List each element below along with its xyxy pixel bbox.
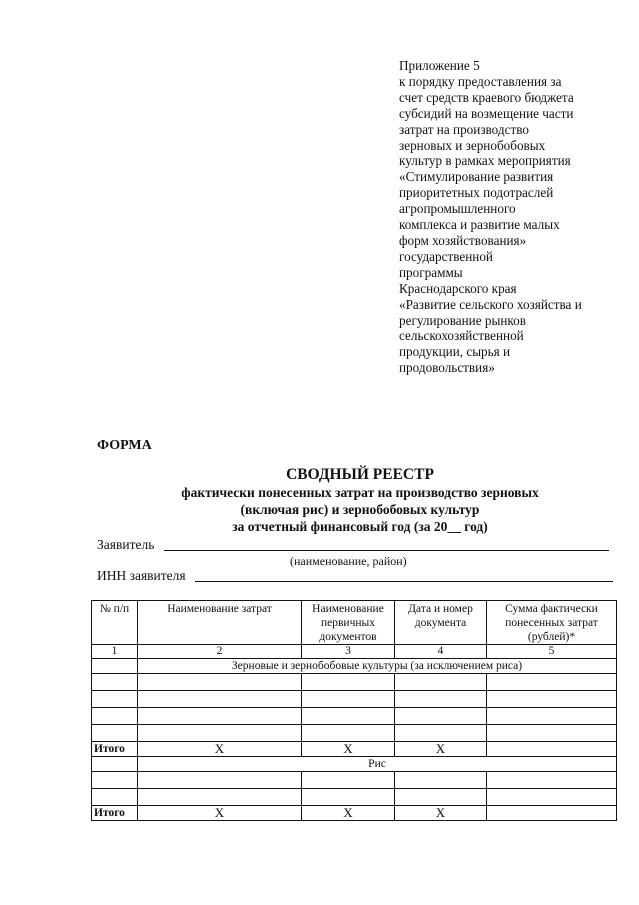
header-sum: Сумма фактически понесенных затрат (рублей)* [487, 601, 617, 645]
appendix-line: затрат на производство [399, 121, 529, 137]
table-cell[interactable] [92, 725, 138, 742]
table-row [92, 772, 617, 789]
appendix-line: «Развитие сельского хозяйства и [399, 296, 582, 312]
appendix-line: программы [399, 264, 463, 280]
table-cell[interactable] [395, 691, 487, 708]
appendix-line: приоритетных подотраслей [399, 185, 554, 201]
title-line-2: (включая рис) и зернобобовых культур [240, 502, 480, 517]
appendix-line: государственной [399, 248, 493, 264]
section-grain-title: Зерновые и зернобобовые культуры (за исключением риса) [138, 659, 617, 674]
table-cell[interactable] [92, 789, 138, 806]
registry-table [91, 600, 617, 821]
applicant-hint: (наименование, район) [290, 554, 407, 568]
empty-cell [92, 659, 138, 674]
col-num-3: 3 [302, 645, 395, 659]
table-cell[interactable] [302, 691, 395, 708]
x-mark: X [395, 742, 487, 757]
table-cell[interactable] [302, 772, 395, 789]
table-cell[interactable] [138, 674, 302, 691]
inn-field [97, 568, 613, 584]
total-sum-cell[interactable] [487, 742, 617, 757]
x-mark: X [302, 806, 395, 821]
table-cell[interactable] [395, 789, 487, 806]
title-line-1: фактически понесенных затрат на производство зерновых [181, 485, 539, 500]
table-cell[interactable] [302, 674, 395, 691]
table-cell[interactable] [487, 772, 617, 789]
total-label: Итого [92, 742, 138, 757]
table-row [92, 725, 617, 742]
title-line-3: за отчетный финансовый год (за 20__ год) [232, 519, 488, 534]
appendix-line: счет средств краевого бюджета [399, 89, 574, 105]
x-mark: X [138, 742, 302, 757]
table-cell[interactable] [92, 674, 138, 691]
table-row [92, 708, 617, 725]
applicant-field [97, 537, 609, 553]
x-mark: X [302, 742, 395, 757]
header-date-number: Дата и номер документа [395, 601, 487, 645]
total-row-rice [92, 806, 617, 821]
table-header-row [92, 601, 617, 645]
header-number: № п/п [92, 601, 138, 645]
col-num-5: 5 [487, 645, 617, 659]
table-row [92, 674, 617, 691]
table-cell[interactable] [138, 708, 302, 725]
appendix-line: агропромышленного [399, 201, 516, 217]
title-main: СВОДНЫЙ РЕЕСТР [286, 466, 434, 483]
table-cell[interactable] [302, 708, 395, 725]
column-numbers-row [92, 645, 617, 659]
table-cell[interactable] [302, 789, 395, 806]
total-sum-cell[interactable] [487, 806, 617, 821]
appendix-line: «Стимулирование развития [399, 169, 554, 185]
col-num-1: 1 [92, 645, 138, 659]
table-cell[interactable] [92, 691, 138, 708]
appendix-line: регулирование рынков [399, 312, 526, 328]
table-cell[interactable] [138, 772, 302, 789]
section-rice-title: Рис [138, 757, 617, 772]
appendix-line: зерновых и зернобобовых [399, 137, 546, 153]
table-cell[interactable] [395, 674, 487, 691]
appendix-line: сельскохозяйственной [399, 328, 524, 344]
form-label: ФОРМА [97, 438, 152, 453]
table-cell[interactable] [92, 708, 138, 725]
appendix-line: комплекса и развитие малых [399, 217, 560, 233]
table-cell[interactable] [487, 674, 617, 691]
table-cell[interactable] [395, 708, 487, 725]
appendix-block [399, 58, 631, 376]
appendix-line: Приложение 5 [399, 58, 480, 73]
document-title [60, 466, 639, 535]
appendix-line: субсидий на возмещение части [399, 105, 574, 121]
appendix-line: культур в рамках мероприятия [399, 153, 571, 169]
x-mark: X [138, 806, 302, 821]
total-label: Итого [92, 806, 138, 821]
table-row [92, 789, 617, 806]
inn-line[interactable] [195, 581, 613, 582]
inn-label: ИНН заявителя [97, 568, 186, 583]
table-cell[interactable] [395, 772, 487, 789]
table-cell[interactable] [302, 725, 395, 742]
appendix-line: продукции, сырья и [399, 344, 511, 360]
table-row [92, 691, 617, 708]
col-num-2: 2 [138, 645, 302, 659]
table-cell[interactable] [138, 789, 302, 806]
col-num-4: 4 [395, 645, 487, 659]
table-cell[interactable] [138, 691, 302, 708]
table-cell[interactable] [138, 725, 302, 742]
table-cell[interactable] [92, 772, 138, 789]
empty-cell [92, 757, 138, 772]
applicant-line[interactable] [164, 550, 609, 551]
table-cell[interactable] [487, 691, 617, 708]
header-cost-name: Наименование затрат [138, 601, 302, 645]
section-rice-row [92, 757, 617, 772]
appendix-line: к порядку предоставления за [399, 73, 562, 89]
appendix-line: продовольствия» [399, 360, 495, 376]
table-cell[interactable] [487, 789, 617, 806]
section-grain-row [92, 659, 617, 674]
table-cell[interactable] [487, 708, 617, 725]
x-mark: X [395, 806, 487, 821]
total-row-grain [92, 742, 617, 757]
table-cell[interactable] [487, 725, 617, 742]
appendix-line: Краснодарского края [399, 280, 517, 296]
table-cell[interactable] [395, 725, 487, 742]
appendix-line: форм хозяйствования» [399, 232, 527, 248]
applicant-label: Заявитель [97, 537, 155, 552]
header-documents: Наименование первичных документов [302, 601, 395, 645]
